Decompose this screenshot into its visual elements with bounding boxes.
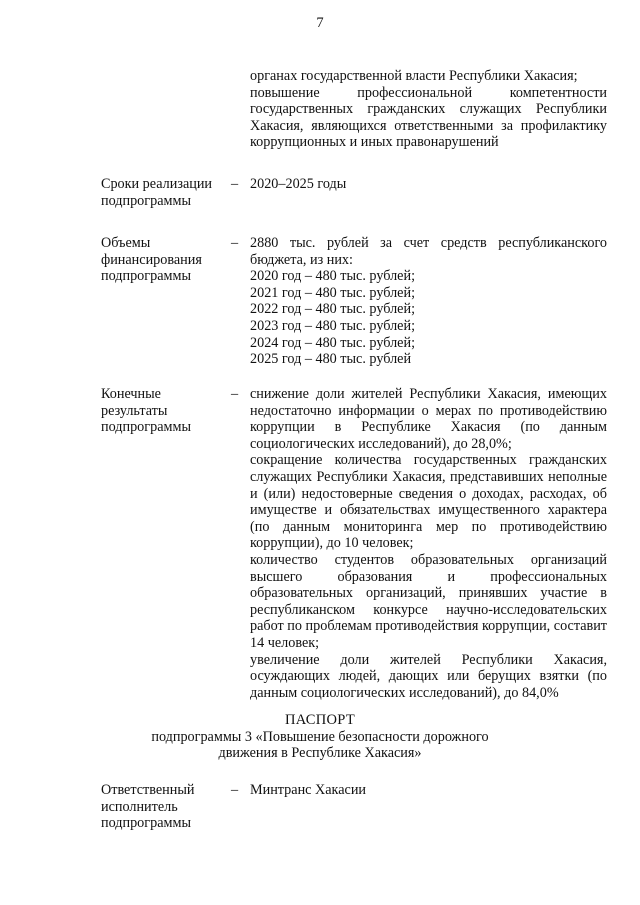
dash: – xyxy=(231,782,239,798)
funding-year: 2022 год – 480 тыс. рублей; xyxy=(250,301,416,318)
result-item: снижение доли жителей Республики Хакасия, имеющих недостаточно информации о мерах по противодействию коррупции в Республике Хакасия (по данным социологических исследований), до 28,0%; xyxy=(250,386,607,452)
continuation-line: повышение профессиональной компетентности государственных гражданских служащих Республики Хакасия, являющихся ответственными за профилактику коррупционных и иных правонарушений xyxy=(250,84,607,151)
section-label: Объемы финансирования подпрограммы xyxy=(101,235,202,285)
responsible-value: Минтранс Хакасии xyxy=(250,782,367,798)
section-label: Конечные результаты подпрограммы xyxy=(101,386,191,436)
funding-year: 2025 год – 480 тыс. рублей xyxy=(250,351,412,368)
passport-subtitle: движения в Республике Хакасия» xyxy=(218,745,422,762)
passport-heading xyxy=(0,712,640,762)
continuation-line: органах государственной власти Республики Хакасия; xyxy=(250,68,578,84)
funding-year: 2023 год – 480 тыс. рублей; xyxy=(250,317,416,334)
result-item: количество студентов образовательных организаций высшего образования и профессиональных образовательных организаций, принявших участие в республиканском конкурсе научно-исследовательских работ по проблемам противодействия коррупции, составит 14 человек; xyxy=(250,551,607,651)
funding-year: 2020 год – 480 тыс. рублей; xyxy=(250,268,416,285)
dash: – xyxy=(231,235,239,251)
result-item: увеличение доли жителей Республики Хакасия, осуждающих людей, дающих или берущих взятки (по данным социологических исследований), до 84,0% xyxy=(250,651,607,701)
dash: – xyxy=(231,386,239,402)
funding-year: 2021 год – 480 тыс. рублей; xyxy=(250,284,416,301)
section-label: Сроки реализации подпрограммы xyxy=(101,176,213,209)
passport-subtitle: подпрограммы 3 «Повышение безопасности дорожного xyxy=(151,728,489,745)
funding-year: 2024 год – 480 тыс. рублей; xyxy=(250,334,416,351)
dash: – xyxy=(231,176,239,192)
page-number: 7 xyxy=(316,15,324,31)
terms-value: 2020–2025 годы xyxy=(250,176,347,192)
result-item: сокращение количества государственных гражданских служащих Республики Хакасия, представивших неполные и (или) недостоверные сведения о доходах, расходах, об имуществе и обязательствах имущественного характера (по данным мониторинга мер по противодействию коррупции), до 10 человек; xyxy=(250,452,607,552)
funding-intro: 2880 тыс. рублей за счет средств республиканского бюджета, из них: xyxy=(250,235,607,268)
section-label: Ответственный исполнитель подпрограммы xyxy=(101,782,195,832)
passport-title: ПАСПОРТ xyxy=(284,712,356,728)
